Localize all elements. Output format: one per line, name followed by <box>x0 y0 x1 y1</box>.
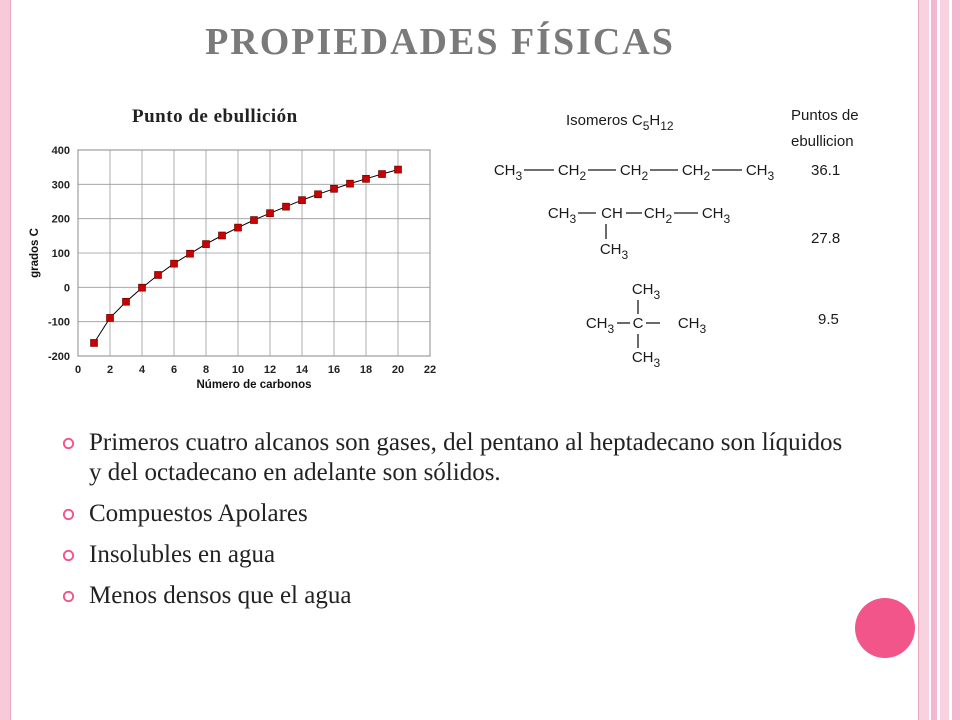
boiling-point: 27.8 <box>811 230 841 247</box>
chem-group: $CH_2$ <box>643 205 673 226</box>
data-point <box>395 166 402 173</box>
bullet-item <box>60 499 850 529</box>
chem-group: $CH_2$ <box>619 162 649 183</box>
chem-group: CH <box>601 205 623 222</box>
data-point <box>347 180 354 187</box>
x-tick-label: 6 <box>170 364 178 376</box>
bullet-ring-icon <box>62 590 75 603</box>
chem-group: $CH_3$ <box>677 315 707 336</box>
data-point <box>251 217 258 224</box>
chem-group: $CH_3$ <box>745 162 775 183</box>
x-tick-label: 4 <box>138 364 146 376</box>
bullet-text: Primeros cuatro alcanos son gases, del pentano al heptadecano son líquidos y del octadecano en adelante son sólidos. <box>89 429 843 486</box>
data-point <box>171 260 178 267</box>
y-tick-label: -100 <box>47 316 70 329</box>
bullet-ring-icon <box>62 508 75 521</box>
data-point <box>107 314 114 321</box>
data-point <box>123 298 130 305</box>
data-point <box>91 339 98 346</box>
y-tick-label: 100 <box>51 248 70 260</box>
data-point <box>155 271 162 278</box>
y-tick-label: 200 <box>51 213 70 226</box>
chem-group: $CH_3$ <box>701 205 731 226</box>
boiling-point: 9.5 <box>818 311 839 328</box>
data-point <box>235 224 242 231</box>
chart-title: Punto de ebullición <box>132 106 298 127</box>
x-tick-label: 2 <box>106 364 114 376</box>
isomers-header: Isomeros $C_5H_{12}$ <box>566 112 674 133</box>
bullet-text: Compuestos Apolares <box>89 500 308 527</box>
boiling-point-chart <box>16 136 456 404</box>
x-tick-label: 8 <box>202 364 210 376</box>
bp-header-line2: ebullicion <box>791 133 854 150</box>
y-tick-label: 300 <box>51 179 70 192</box>
bullet-ring-icon <box>62 437 75 450</box>
data-point <box>379 171 386 178</box>
data-point <box>219 232 226 239</box>
data-point <box>315 191 322 198</box>
bullet-item <box>60 581 850 611</box>
decorative-circle <box>855 598 915 658</box>
chem-group: $CH_2$ <box>557 162 587 183</box>
chem-group: $CH_3$ <box>599 241 629 262</box>
data-point <box>267 210 274 217</box>
x-tick-label: 18 <box>359 364 373 376</box>
chem-group: $CH_3$ <box>631 349 661 370</box>
x-tick-label: 10 <box>231 364 245 376</box>
chem-group: $CH_2$ <box>681 162 711 183</box>
x-tick-label: 14 <box>295 364 309 376</box>
bullet-ring-icon <box>62 549 75 562</box>
y-tick-label: -200 <box>47 351 70 363</box>
chem-group: $CH_3$ <box>547 205 577 226</box>
data-point <box>139 284 146 291</box>
left-border <box>0 0 11 720</box>
x-tick-label: 12 <box>263 364 277 376</box>
bullet-text: Insolubles en agua <box>89 541 276 568</box>
bullet-list <box>60 428 850 622</box>
bp-header-line1: Puntos de <box>791 107 859 124</box>
isomers-figure <box>480 100 900 390</box>
bullet-item <box>60 540 850 570</box>
x-tick-label: 16 <box>327 364 341 376</box>
slide-title: PROPIEDADES FÍSICAS <box>205 21 675 63</box>
data-point <box>187 250 194 257</box>
x-tick-label: 0 <box>74 364 82 376</box>
x-axis-label: Número de carbonos <box>196 379 312 391</box>
data-point <box>283 203 290 210</box>
bullet-text: Menos densos que el agua <box>89 582 352 609</box>
x-tick-label: 22 <box>423 364 437 376</box>
data-point <box>299 197 306 204</box>
chem-group: $CH_3$ <box>585 315 615 336</box>
bullet-item <box>60 428 850 488</box>
data-point <box>331 185 338 192</box>
boiling-point: 36.1 <box>811 162 841 179</box>
data-point <box>363 175 370 182</box>
y-tick-label: 0 <box>63 282 70 295</box>
y-tick-label: 400 <box>51 145 70 157</box>
chem-group: C <box>632 315 644 332</box>
chem-group: $CH_3$ <box>631 281 661 302</box>
x-tick-label: 20 <box>391 364 405 376</box>
right-border <box>918 0 960 720</box>
y-axis-label: grados C <box>29 228 41 278</box>
chem-group: $CH_3$ <box>493 162 523 183</box>
data-point <box>203 241 210 248</box>
